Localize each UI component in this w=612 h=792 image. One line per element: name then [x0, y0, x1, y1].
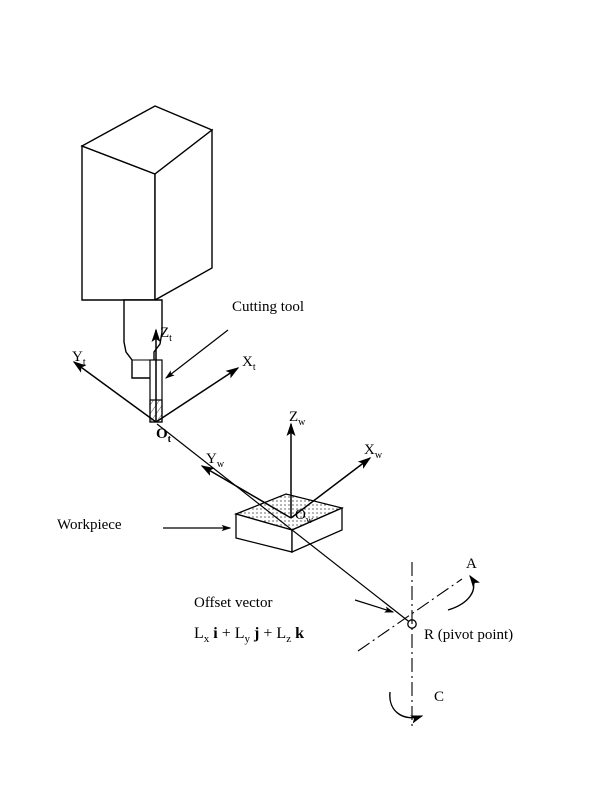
offset-vector-leader	[355, 600, 393, 612]
spindle-head	[82, 106, 212, 300]
label-yw: $Y_w$	[206, 451, 225, 470]
label-workpiece: Workpiece	[57, 517, 122, 533]
cutting-tool-leader	[166, 330, 228, 378]
label-ow: $O_w$	[295, 507, 314, 526]
label-yt: $Y_t$	[72, 349, 86, 368]
offset-vector-equation: $L_x$ $i + L_y$ $j + L_z$ k	[194, 625, 304, 646]
label-axis-a: A	[466, 556, 477, 572]
cutting-tool-text: Cutting tool	[232, 299, 305, 315]
label-zw: $Z_w$	[289, 409, 306, 428]
label-axis-c: C	[434, 689, 445, 705]
label-xw: $X_w$	[364, 442, 383, 461]
tool-coordinate-frame	[74, 330, 238, 422]
label-xt: $X_t$	[242, 354, 256, 373]
label-pivot-point: R (pivot point)	[424, 627, 514, 643]
label-cutting-tool	[232, 300, 304, 315]
workpiece-block	[236, 494, 342, 552]
label-offset-vector: Offset vector	[194, 595, 273, 611]
c-rotation-arrow	[390, 692, 422, 718]
label-ot: $O_t$	[156, 426, 172, 445]
label-zt: $Z_t$	[160, 325, 172, 344]
a-rotation-arrow	[448, 576, 474, 610]
